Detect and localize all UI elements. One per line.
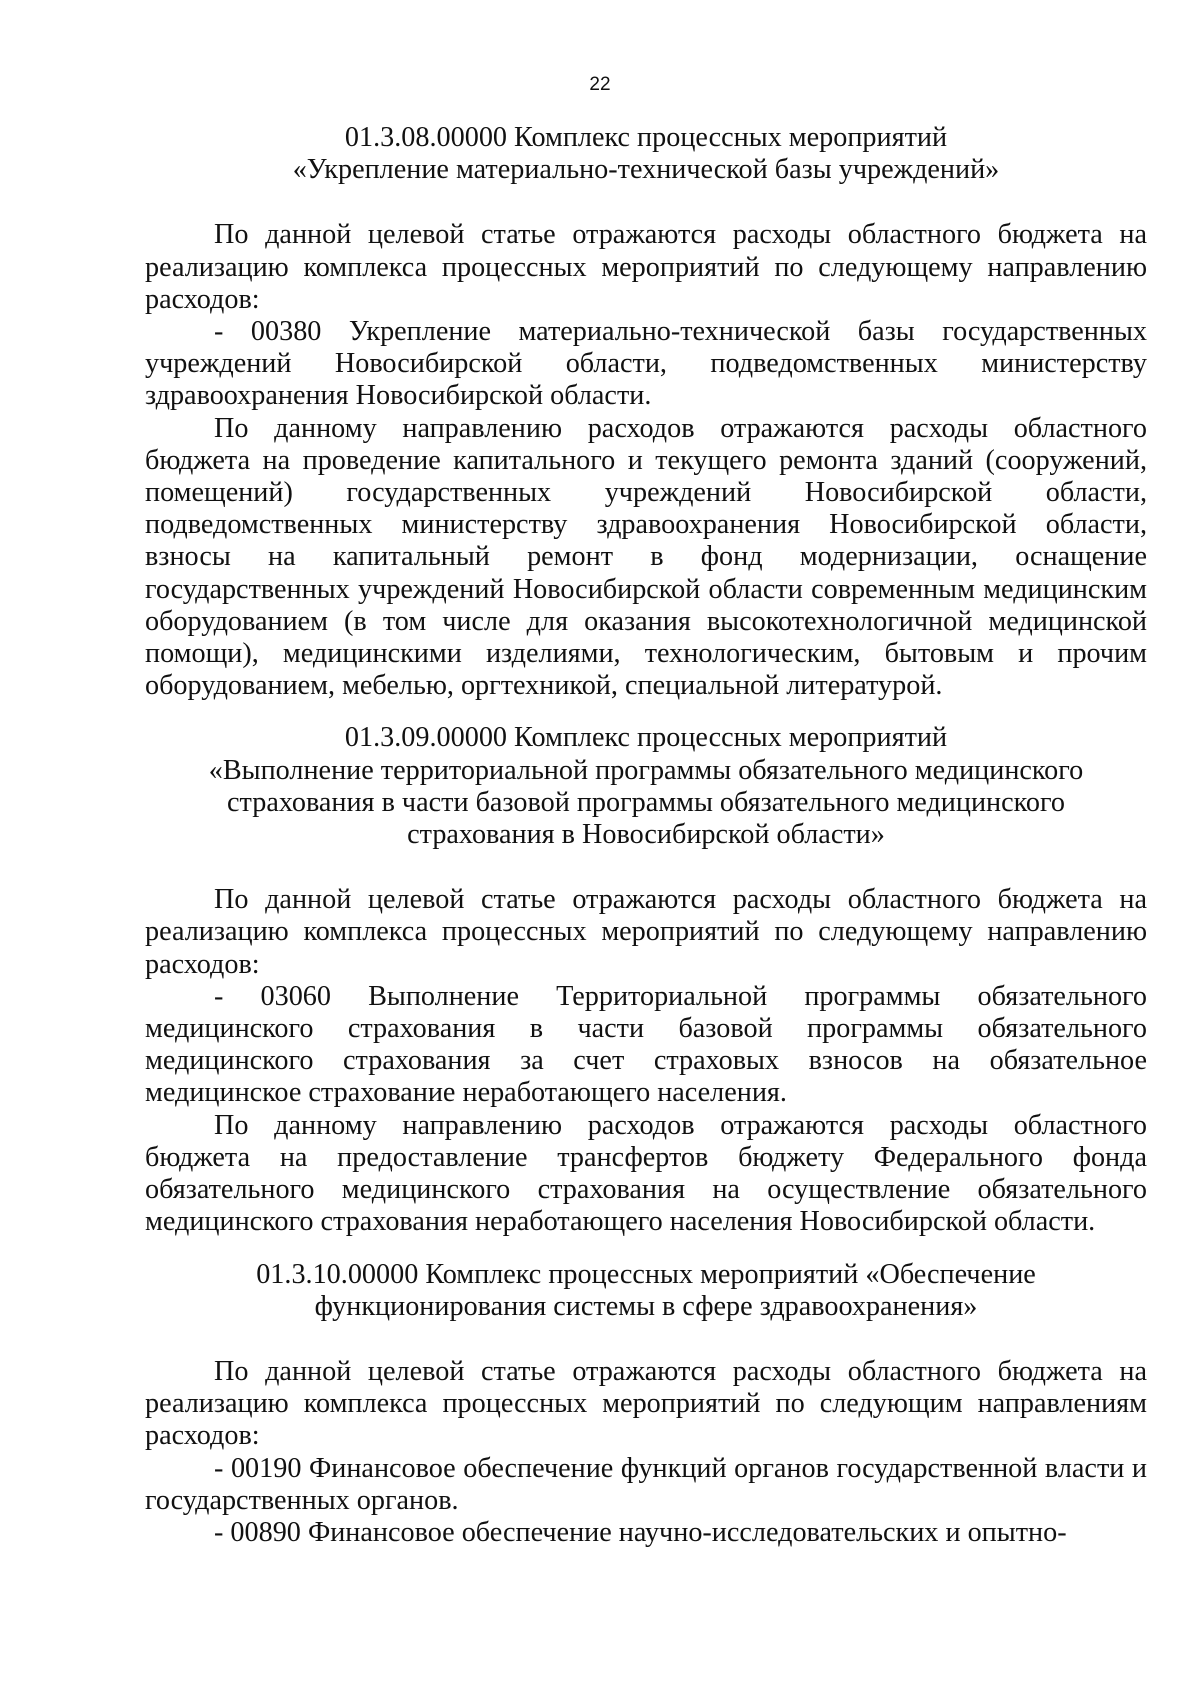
paragraph: - 00190 Финансовое обеспечение функций органов государственной власти и государственных органов. [145, 1452, 1147, 1516]
paragraph: По данному направлению расходов отражаются расходы областного бюджета на проведение капитального и текущего ремонта зданий (сооружений, помещений) государственных учреждений Новосибирской области, подведомственных министерству здравоохранения Новосибирской области, взносы на капитальный ремонт в фонд модернизации, оснащение государственных учреждений Новосибирской области современным медицинским оборудованием (в том числе для оказания высокотехнологичной медицинской помощи), медицинскими изделиями, технологическим, бытовым и прочим оборудованием, мебелью, оргтехникой, специальной литературой. [145, 412, 1147, 702]
heading-line: 01.3.08.00000 Комплекс процессных мероприятий [344, 122, 948, 153]
heading-line: страхования в части базовой программы обязательного медицинского [227, 786, 1065, 818]
section-heading [145, 1259, 1147, 1323]
paragraph: - 03060 Выполнение Территориальной программы обязательного медицинского страхования в части базовой программы обязательного медицинского страхования за счет страховых взносов на обязательное медицинское страхование неработающего населения. [145, 980, 1147, 1109]
paragraph: По данной целевой статье отражаются расходы областного бюджета на реализацию комплекса процессных мероприятий по следующему направлению расходов: [145, 884, 1147, 980]
document-body [145, 122, 1147, 1549]
heading-line: функционирования системы в сфере здравоохранения» [314, 1290, 978, 1322]
paragraph: По данной целевой статье отражаются расходы областного бюджета на реализацию комплекса процессных мероприятий по следующему направлению расходов: [145, 219, 1147, 315]
paragraph: - 00380 Укрепление материально-технической базы государственных учреждений Новосибирской области, подведомственных министерству здравоохранения Новосибирской области. [145, 316, 1147, 412]
heading-line: «Выполнение территориальной программы обязательного медицинского [208, 754, 1084, 786]
paragraph: - 00890 Финансовое обеспечение научно-исследовательских и опытно- [214, 1516, 1067, 1548]
heading-line: «Укрепление материально-технической базы учреждений» [292, 154, 1000, 186]
paragraph: По данной целевой статье отражаются расходы областного бюджета на реализацию комплекса процессных мероприятий по следующим направлениям расходов: [145, 1355, 1147, 1452]
section-heading [145, 122, 1147, 186]
paragraph: По данному направлению расходов отражаются расходы областного бюджета на предоставление трансфертов бюджету Федерального фонда обязательного медицинского страхования на осуществление обязательного медицинского страхования неработающего населения Новосибирской области. [145, 1109, 1147, 1238]
section-heading [145, 722, 1147, 851]
heading-line: 01.3.09.00000 Комплекс процессных мероприятий [344, 722, 948, 754]
heading-line: страхования в Новосибирской области» [407, 819, 885, 851]
page-number: 22 [589, 74, 611, 95]
heading-line: 01.3.10.00000 Комплекс процессных мероприятий «Обеспечение [256, 1258, 1036, 1290]
